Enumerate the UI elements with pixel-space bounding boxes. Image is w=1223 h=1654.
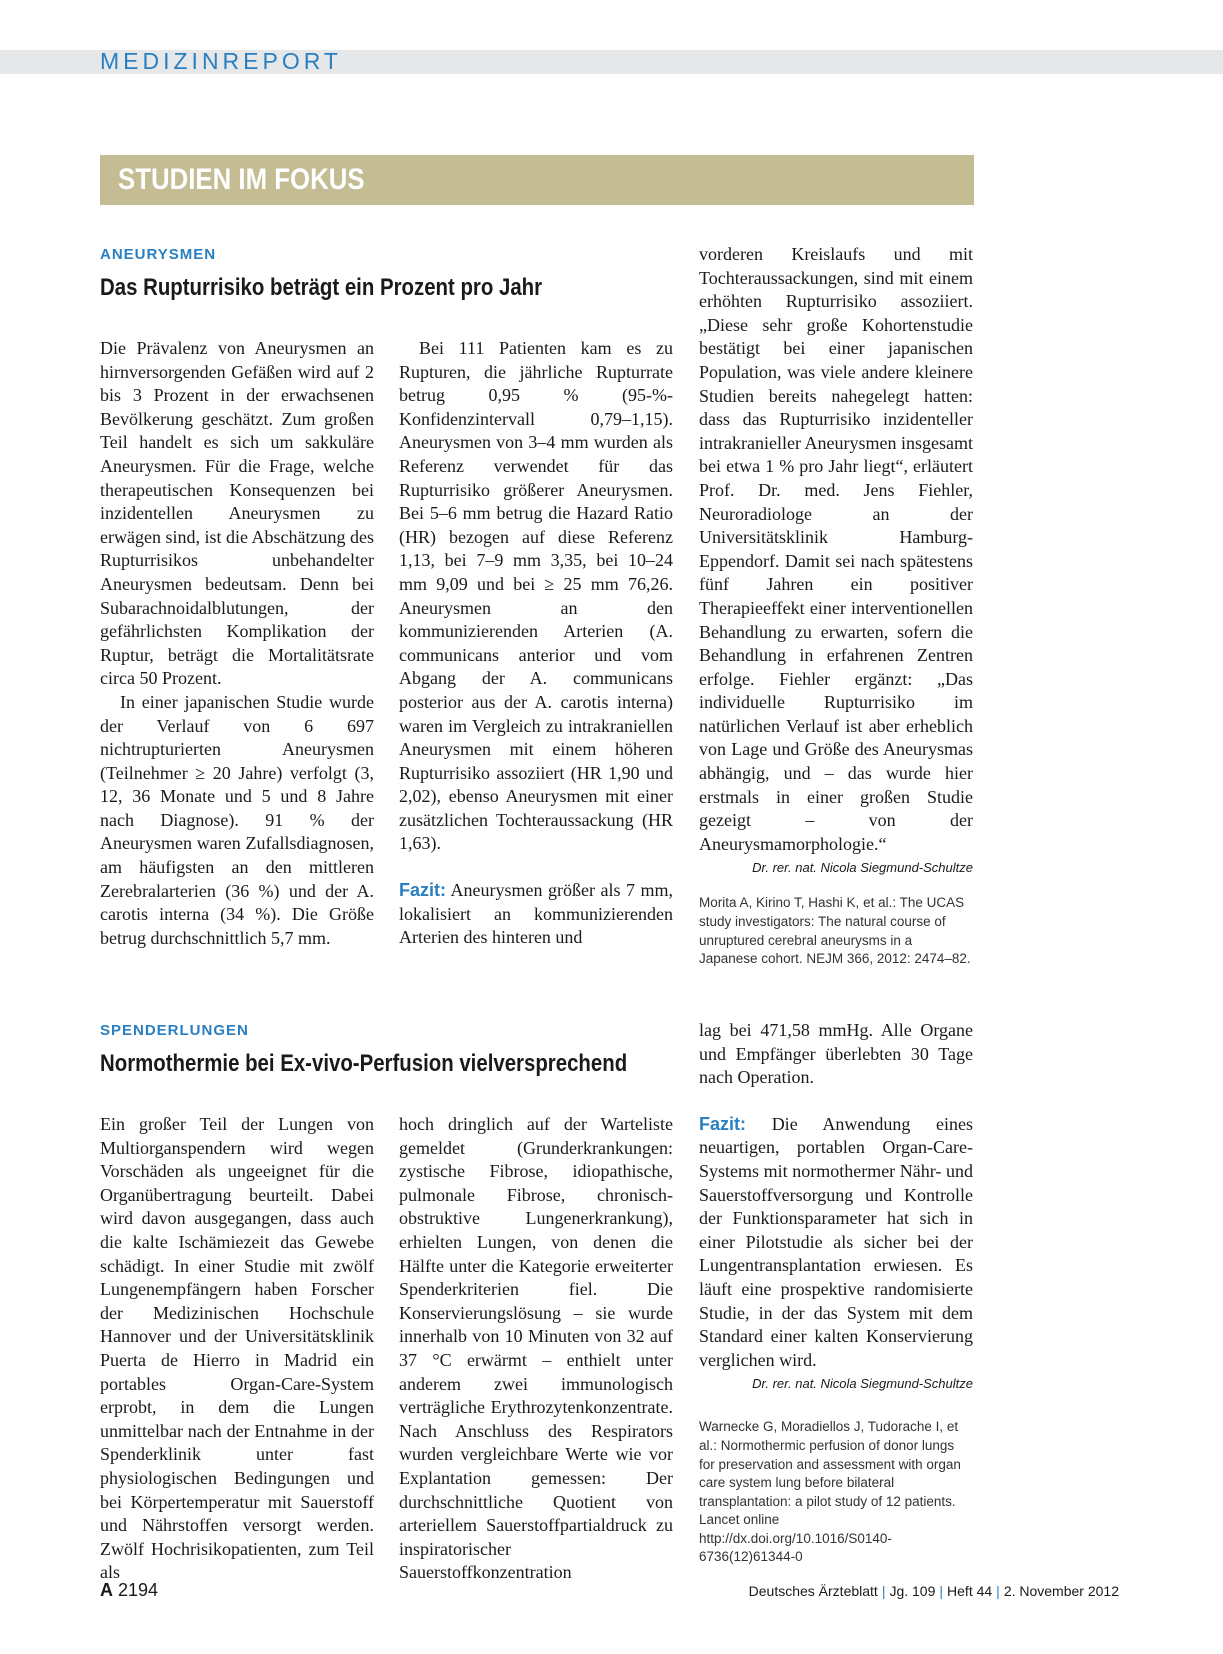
article1-column-1 (100, 337, 374, 950)
fazit-text: Aneurysmen größer als 7 mm, lokalisiert an kommunizierenden Arterien des hinteren und (399, 880, 673, 948)
article1-paragraph: vorderen Kreislaufs und mit Tochteraussackungen, sind mit einem erhöhten Rupturrisiko assoziiert. „Diese sehr große Kohortenstudie bestätigt bei einer japanischen Population, was viele andere kleinere Studien bereits nahegelegt hatten: dass das Rupturrisiko inzidenteller intrakranieller Aneurysmen insgesamt bei etwa 1 % pro Jahr liegt“, erläutert Prof. Dr. med. Jens Fiehler, Neuroradiologe an der Universitätsklinik Hamburg-Eppendorf. Damit sei nach spätestens fünf Jahren ein positiver Therapieeffekt einer interventionellen Behandlung zu erwarten, sofern die Behandlung in erfahrenen Zentren erfolge. Fiehler ergänzt: „Das individuelle Rupturrisiko im natürlichen Verlauf ist aber erheblich von Lage und Größe des Aneurysmas abhängig, und – das wurde hier erstmals in einer großen Studie gezeigt – von der Aneurysmamorphologie.“ (699, 244, 973, 854)
journal-date: 2. November 2012 (1003, 1583, 1119, 1599)
page-number-value: 2194 (118, 1580, 159, 1600)
fazit-label: Fazit: (399, 880, 446, 901)
article1-fazit (399, 879, 673, 950)
article2-kicker: SPENDERLUNGEN (100, 1022, 249, 1039)
article2-reference: Warnecke G, Moradiellos J, Tudorache I, et al.: Normothermic perfusion of donor lungs for preservation and assessment with organ care system lung before bilateral transplantation: a pilot study of 12 patients. Lancet online http://dx.doi.org/10.1016/S0140-6736(12)61344-0 (699, 1419, 961, 1565)
article1-headline: Das Rupturrisiko beträgt ein Prozent pro Jahr (100, 274, 543, 301)
article1-author: Dr. rer. nat. Nicola Siegmund-Schultze (752, 860, 973, 876)
article1-paragraph: Bei 111 Patienten kam es zu Rupturen, die jährliche Rupturrate betrug 0,95 % (95-%-Konfidenzintervall 0,79–1,15). Aneurysmen von 3–4 mm wurden als Referenz verwendet für das Rupturrisiko größerer Aneurysmen. Bei 5–6 mm betrug die Hazard Ratio (HR) bezogen auf diese Referenz 1,13, bei 7–9 mm 3,35, bei 10–24 mm 9,09 und bei ≥ 25 mm 76,26. Aneurysmen an den kommunizierenden Arterien (A. communicans anterior und vom Abgang der A. communicans posterior aus der A. carotis interna) waren im Vergleich zu intrakraniellen Aneurysmen mit einem höheren Rupturrisiko assoziiert (HR 1,90 und 2,02), ebenso Aneurysmen mit einer zusätzlichen Tochteraussackung (HR 1,63). (399, 338, 673, 854)
article2-column-2 (399, 1113, 673, 1585)
section-label: MEDIZINREPORT (100, 48, 342, 74)
page-number (100, 1580, 158, 1601)
article1-paragraph: Die Prävalenz von Aneurysmen an hirnversorgenden Gefäßen wird auf 2 bis 3 Prozent in der erwachsenen Bevölkerung geschätzt. Zum großen Teil handelt es sich um sakkuläre Aneurysmen. Für die Frage, welche therapeutischen Konsequenzen bei inzidentellen Aneurysmen zu erwägen sind, ist die Abschätzung des Rupturrisikos unbehandelter Aneurysmen bedeutsam. Denn bei Subarachnoidalblutungen, der gefährlichsten Komplikation der Ruptur, beträgt die Mortalitätsrate circa 50 Prozent. (100, 338, 374, 689)
article1-kicker: ANEURYSMEN (100, 246, 217, 263)
article1-paragraph: In einer japanischen Studie wurde der Verlauf von 6 697 nichtrupturierten Aneurysmen (Teilnehmer ≥ 20 Jahre) verfolgt (3, 12, 36 Monate und 5 und 8 Jahre nach Diagnose). 91 % der Aneurysmen waren Zufallsdiagnosen, am häufigsten an den mittleren Zerebralarterien (36 %) und der A. carotis interna (34 %). Die Größe betrug durchschnittlich 5,7 mm. (100, 691, 374, 948)
fazit-text: Die Anwendung eines neuartigen, portablen Organ-Care-Systems mit normothermer Nähr- und Sauerstoffversorgung und Kontrolle der Funktionsparameter hat sich in einer Pilotstudie als sicher bei der Lungentransplantation erwiesen. Es läuft eine prospektive randomisierte Studie, in der das System mit dem Standard einer kalten Konservierung verglichen wird. (699, 1113, 974, 1370)
article2-column-1 (100, 1113, 374, 1585)
journal-issue: Heft 44 (947, 1583, 993, 1599)
article2-paragraph: lag bei 471,58 mmHg. Alle Organe und Empfänger überlebten 30 Tage nach Operation. (699, 1020, 973, 1088)
article2-fazit (699, 1113, 973, 1373)
journal-volume: Jg. 109 (889, 1583, 936, 1599)
banner-title: STUDIEN IM FOKUS (118, 163, 365, 196)
article2-paragraph: hoch dringlich auf der Warteliste gemeldet (Grunderkrankungen: zystische Fibrose, idiopathische, pulmonale Fibrose, chronisch-obstruktive Lungenerkrankung), erhielten Lungen, von denen die Hälfte unter die Kategorie erweiterter Spenderkriterien fiel. Die Konservierungslösung – sie wurde innerhalb von 10 Minuten von 32 auf 37 °C erwärmt – enthielt unter anderem zwei immunologisch verträgliche Erythrozytenkonzentrate. Nach Anschluss des Respirators wurden vergleichbare Werte wie vor Explantation gemessen: Der durchschnittliche Quotient von arteriellem Sauerstoffpartialdruck zu inspiratorischer Sauerstoffkonzentration (399, 1114, 673, 1583)
journal-name: Deutsches Ärzteblatt (748, 1583, 878, 1599)
section-banner (100, 155, 974, 205)
article2-headline: Normothermie bei Ex-vivo-Perfusion vielversprechend (100, 1050, 628, 1077)
article2-column-3 (699, 1019, 973, 1567)
article2-paragraph: Ein großer Teil der Lungen von Multiorganspendern wird wegen Vorschäden als ungeeignet für die Organübertragung beurteilt. Dabei wird davon ausgegangen, dass auch die kalte Ischämiezeit das Gewebe schädigt. In einer Studie mit zwölf Lungenempfängern haben Forscher der Medizinischen Hochschule Hannover und der Universitätsklinik Puerta de Hierro in Madrid ein portables Organ-Care-System erprobt, in dem die Lungen unmittelbar nach der Entnahme in der Spenderklinik unter fast physiologischen Bedingungen und bei Körpertemperatur mit Sauerstoff und Nährstoffen versorgt werden. Zwölf Hochrisikopatienten, zum Teil als (100, 1114, 374, 1583)
article1-column-2 (399, 337, 673, 950)
article1-reference: Morita A, Kirino T, Hashi K, et al.: The UCAS study investigators: The natural course of unruptured cerebral aneurysms in a Japanese cohort. NEJM 366, 2012: 2474–82. (699, 895, 971, 967)
fazit-label: Fazit: (699, 1113, 746, 1134)
footer-citation: Deutsches Ärzteblatt | Jg. 109 | Heft 44 | 2. November 2012 (748, 1583, 1119, 1599)
article1-column-3 (699, 243, 973, 969)
article2-author: Dr. rer. nat. Nicola Siegmund-Schultze (752, 1376, 973, 1392)
page-prefix: A (100, 1580, 113, 1600)
